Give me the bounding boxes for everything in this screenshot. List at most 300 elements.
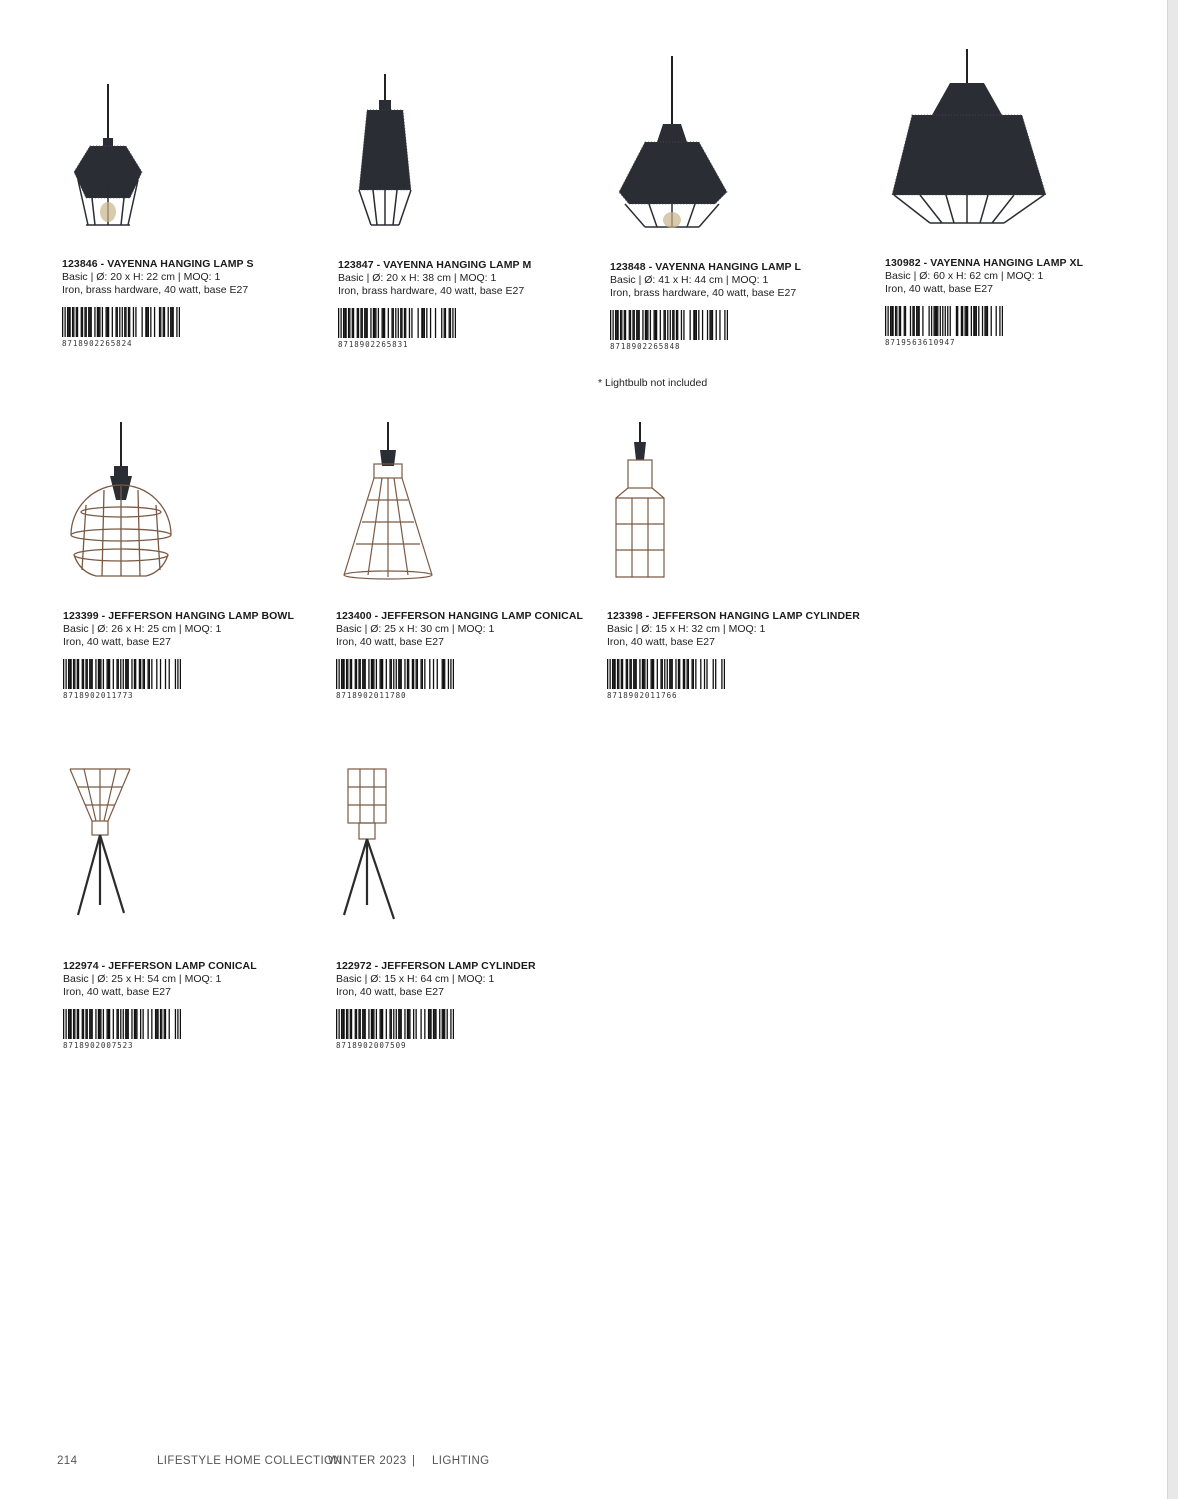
barcode-bar	[629, 659, 630, 689]
barcode-bar	[134, 1009, 135, 1039]
barcode-bar	[383, 308, 384, 338]
ean-number: 8718902011773	[63, 691, 134, 700]
barcode-bar	[120, 1009, 121, 1039]
barcode-bar	[125, 659, 126, 689]
barcode-bar	[904, 306, 905, 336]
barcode-bar	[106, 1009, 107, 1039]
barcode	[62, 307, 180, 337]
barcode-bar	[962, 306, 963, 336]
barcode-bar	[441, 308, 442, 338]
barcode-bar	[373, 1009, 374, 1039]
barcode-bar	[928, 306, 929, 336]
barcode-bar	[910, 306, 911, 336]
barcode-bar	[177, 1009, 178, 1039]
barcode-bar	[618, 659, 619, 689]
barcode	[63, 1009, 181, 1039]
barcode-bar	[407, 1009, 408, 1039]
barcode-bar	[417, 308, 418, 338]
barcode-bar	[373, 659, 374, 689]
barcode-bar	[702, 310, 703, 340]
barcode-bar	[679, 659, 680, 689]
barcode-bar	[986, 306, 987, 336]
barcode-bar	[381, 308, 382, 338]
barcode-bar	[73, 307, 74, 337]
barcode-bar	[149, 659, 150, 689]
barcode-bar	[453, 659, 454, 689]
barcode-bar	[69, 307, 70, 337]
barcode-bar	[444, 308, 445, 338]
ean-number: 8718902011780	[336, 691, 407, 700]
barcode-bar	[672, 659, 673, 689]
barcode-bar	[169, 1009, 170, 1039]
barcode-bar	[450, 659, 451, 689]
barcode-bar	[140, 1009, 141, 1039]
barcode-bar	[689, 310, 690, 340]
barcode-bar	[905, 306, 906, 336]
barcode-bar	[978, 306, 979, 336]
barcode-bar	[350, 1009, 351, 1039]
barcode-bar	[386, 659, 387, 689]
barcode-bar	[63, 659, 64, 689]
barcode-bar	[134, 659, 135, 689]
barcode-bar	[348, 308, 349, 338]
barcode-bar	[84, 307, 85, 337]
barcode-bar	[109, 659, 110, 689]
barcode-bar	[413, 1009, 414, 1039]
barcode-bar	[919, 306, 920, 336]
lamp-image-jefferson-cylinder	[610, 420, 690, 585]
barcode-bar	[344, 308, 345, 338]
barcode-bar	[429, 659, 430, 689]
barcode-bar	[620, 310, 621, 340]
barcode-bar	[724, 310, 725, 340]
lamp-image-jefferson-conical	[340, 420, 450, 585]
barcode-bar	[634, 659, 635, 689]
barcode-bar	[650, 659, 651, 689]
barcode-bar	[391, 1009, 392, 1039]
barcode-bar	[81, 307, 82, 337]
product-specs: Basic | Ø: 15 x H: 64 cm | MOQ: 1	[336, 973, 495, 985]
barcode-bar	[627, 659, 628, 689]
barcode-bar	[150, 307, 151, 337]
barcode-bar	[83, 1009, 84, 1039]
barcode-bar	[694, 310, 695, 340]
barcode-bar	[90, 659, 91, 689]
barcode-bar	[630, 310, 631, 340]
barcode-bar	[704, 659, 705, 689]
barcode-bar	[386, 1009, 387, 1039]
lamp-image-jefferson-bowl	[66, 420, 186, 585]
barcode-bar	[719, 310, 720, 340]
ean-number: 8718902011766	[607, 691, 678, 700]
barcode-bar	[91, 307, 92, 337]
barcode-bar	[647, 659, 648, 689]
barcode-bar	[653, 659, 654, 689]
barcode-bar	[644, 659, 645, 689]
page-number: 214	[57, 1455, 78, 1467]
barcode-bar	[447, 1009, 448, 1039]
barcode-bar	[340, 308, 341, 338]
barcode-bar	[937, 306, 938, 336]
ean-number: 8719563610947	[885, 338, 956, 347]
barcode-bar	[391, 308, 392, 338]
barcode-bar	[420, 659, 421, 689]
barcode-bar	[69, 1009, 70, 1039]
barcode-bar	[693, 310, 694, 340]
barcode-bar	[612, 310, 613, 340]
barcode-bar	[626, 659, 627, 689]
product-specs: Basic | Ø: 15 x H: 32 cm | MOQ: 1	[607, 623, 766, 635]
barcode-bar	[360, 308, 361, 338]
barcode-bar	[381, 659, 382, 689]
barcode-bar	[712, 310, 713, 340]
barcode-bar	[424, 659, 425, 689]
barcode-bar	[637, 310, 638, 340]
barcode-bar	[607, 659, 608, 689]
barcode-bar	[695, 659, 696, 689]
barcode-bar	[108, 1009, 109, 1039]
barcode-bar	[415, 1009, 416, 1039]
barcode-bar	[351, 1009, 352, 1039]
barcode-bar	[887, 306, 888, 336]
lamp-image-vayenna-l	[615, 52, 745, 232]
barcode-bar	[430, 1009, 431, 1039]
product-specs: Basic | Ø: 25 x H: 30 cm | MOQ: 1	[336, 623, 495, 635]
barcode-bar	[345, 308, 346, 338]
barcode-bar	[346, 1009, 347, 1039]
barcode-bar	[115, 307, 116, 337]
barcode-bar	[713, 659, 714, 689]
barcode-bar	[442, 1009, 443, 1039]
barcode-bar	[113, 1009, 114, 1039]
barcode-bar	[942, 306, 943, 336]
product-title: 123847 - VAYENNA HANGING LAMP M	[338, 259, 532, 271]
barcode-bar	[711, 310, 712, 340]
barcode-bar	[118, 659, 119, 689]
barcode-bar	[78, 1009, 79, 1039]
barcode-bar	[160, 307, 161, 337]
barcode-bar	[338, 1009, 339, 1039]
barcode-bar	[76, 307, 77, 337]
barcode-bar	[89, 1009, 90, 1039]
barcode-bar	[68, 1009, 69, 1039]
barcode-bar	[675, 659, 676, 689]
barcode-bar	[437, 659, 438, 689]
barcode-bar	[421, 308, 422, 338]
barcode-bar	[621, 310, 622, 340]
barcode-bar	[398, 659, 399, 689]
barcode-bar	[156, 659, 157, 689]
barcode-bar	[933, 306, 934, 336]
product-specs: Basic | Ø: 60 x H: 62 cm | MOQ: 1	[885, 270, 1044, 282]
barcode-bar	[151, 1009, 152, 1039]
product-title: 130982 - VAYENNA HANGING LAMP XL	[885, 257, 1084, 269]
product-123846	[62, 258, 312, 348]
barcode-bar	[358, 659, 359, 689]
barcode-bar	[663, 310, 664, 340]
barcode-bar	[966, 306, 967, 336]
barcode-bar	[148, 307, 149, 337]
product-title: 123848 - VAYENNA HANGING LAMP L	[610, 261, 801, 273]
barcode-bar	[343, 659, 344, 689]
product-material: Iron, 40 watt, base E27	[336, 636, 444, 648]
barcode-bar	[698, 310, 699, 340]
barcode-bar	[362, 308, 363, 338]
barcode-bar	[123, 1009, 124, 1039]
barcode-bar	[683, 310, 684, 340]
barcode-bar	[615, 310, 616, 340]
barcode-bar	[352, 308, 353, 338]
barcode-bar	[342, 659, 343, 689]
barcode-bar	[363, 1009, 364, 1039]
barcode-bar	[85, 659, 86, 689]
barcode-bar	[355, 1009, 356, 1039]
barcode-bar	[70, 1009, 71, 1039]
barcode-bar	[378, 308, 379, 338]
barcode-bar	[645, 310, 646, 340]
barcode-bar	[124, 307, 125, 337]
barcode-bar	[118, 1009, 119, 1039]
barcode-bar	[443, 1009, 444, 1039]
barcode-bar	[957, 306, 958, 336]
product-material: Iron, brass hardware, 40 watt, base E27	[62, 284, 249, 296]
barcode-bar	[100, 659, 101, 689]
barcode-bar	[376, 659, 377, 689]
barcode-bar	[367, 308, 368, 338]
barcode-bar	[388, 308, 389, 338]
barcode-bar	[401, 1009, 402, 1039]
barcode-bar	[422, 659, 423, 689]
barcode-bar	[99, 1009, 100, 1039]
barcode-bar	[991, 306, 992, 336]
barcode-bar	[662, 659, 663, 689]
barcode-bar	[411, 308, 412, 338]
product-material: Iron, brass hardware, 40 watt, base E27	[610, 287, 797, 299]
barcode-bar	[136, 1009, 137, 1039]
barcode-bar	[417, 659, 418, 689]
barcode-bar	[646, 310, 647, 340]
barcode-bar	[168, 307, 169, 337]
barcode-bar	[896, 306, 897, 336]
barcode-bar	[670, 659, 671, 689]
ean-number: 8718902265848	[610, 342, 681, 351]
barcode-bar	[639, 659, 640, 689]
barcode-bar	[163, 307, 164, 337]
barcode-bar	[974, 306, 975, 336]
footer-separator: |	[412, 1455, 416, 1467]
barcode-bar	[65, 659, 66, 689]
barcode-bar	[617, 310, 618, 340]
barcode-bar	[373, 308, 374, 338]
product-122974	[63, 960, 313, 1050]
product-material: Iron, brass hardware, 40 watt, base E27	[338, 285, 525, 297]
barcode-bar	[169, 659, 170, 689]
barcode-bar	[341, 659, 342, 689]
barcode-bar	[452, 308, 453, 338]
barcode-bar	[657, 659, 658, 689]
barcode-bar	[999, 306, 1000, 336]
barcode-bar	[108, 659, 109, 689]
barcode-bar	[660, 659, 661, 689]
product-material: Iron, 40 watt, base E27	[63, 636, 171, 648]
barcode-bar	[160, 1009, 161, 1039]
barcode-bar	[62, 307, 63, 337]
barcode-bar	[336, 1009, 337, 1039]
product-130982	[885, 257, 1135, 347]
barcode-bar	[639, 310, 640, 340]
barcode-bar	[83, 659, 84, 689]
barcode-bar	[696, 310, 697, 340]
barcode-bar	[173, 307, 174, 337]
barcode-bar	[647, 310, 648, 340]
barcode-bar	[914, 306, 915, 336]
footer-section: LIGHTING	[432, 1455, 490, 1467]
barcode-bar	[87, 659, 88, 689]
barcode-bar	[126, 659, 127, 689]
barcode-bar	[88, 307, 89, 337]
product-material: Iron, 40 watt, base E27	[607, 636, 715, 648]
barcode-bar	[633, 659, 634, 689]
barcode-bar	[967, 306, 968, 336]
barcode-bar	[408, 1009, 409, 1039]
barcode-bar	[422, 308, 423, 338]
barcode-bar	[108, 307, 109, 337]
barcode-bar	[147, 659, 148, 689]
product-specs: Basic | Ø: 25 x H: 54 cm | MOQ: 1	[63, 973, 222, 985]
barcode-bar	[982, 306, 983, 336]
barcode-bar	[405, 308, 406, 338]
barcode-bar	[103, 659, 104, 689]
barcode-bar	[349, 308, 350, 338]
barcode-bar	[678, 659, 679, 689]
barcode-bar	[347, 1009, 348, 1039]
barcode-bar	[404, 659, 405, 689]
barcode-bar	[631, 659, 632, 689]
barcode-bar	[409, 308, 410, 338]
barcode-bar	[444, 1009, 445, 1039]
barcode-bar	[660, 310, 661, 340]
lightbulb-note: * Lightbulb not included	[598, 377, 708, 389]
barcode-bar	[346, 659, 347, 689]
barcode-bar	[95, 1009, 96, 1039]
barcode-bar	[89, 659, 90, 689]
barcode-bar	[99, 307, 100, 337]
barcode-bar	[616, 310, 617, 340]
ean-number: 8718902265824	[62, 339, 133, 348]
barcode-bar	[179, 307, 180, 337]
lamp-image-vayenna-m	[345, 70, 465, 240]
barcode-bar	[165, 1009, 166, 1039]
barcode-bar	[375, 308, 376, 338]
barcode	[336, 1009, 454, 1039]
barcode-bar	[131, 659, 132, 689]
barcode-bar	[624, 310, 625, 340]
barcode-bar	[144, 659, 145, 689]
product-specs: Basic | Ø: 26 x H: 25 cm | MOQ: 1	[63, 623, 222, 635]
product-material: Iron, 40 watt, base E27	[63, 986, 171, 998]
barcode-bar	[399, 1009, 400, 1039]
barcode-bar	[164, 307, 165, 337]
barcode-bar	[384, 308, 385, 338]
barcode-bar	[629, 310, 630, 340]
barcode-bar	[343, 308, 344, 338]
barcode-bar	[408, 659, 409, 689]
barcode-bar	[142, 1009, 143, 1039]
barcode-bar	[931, 306, 932, 336]
barcode-bar	[379, 659, 380, 689]
barcode-bar	[727, 310, 728, 340]
barcode-bar	[119, 307, 120, 337]
barcode-bar	[424, 1009, 425, 1039]
product-123848	[610, 261, 860, 351]
barcode-bar	[396, 659, 397, 689]
barcode-bar	[634, 310, 635, 340]
barcode-bar	[961, 306, 962, 336]
barcode-bar	[617, 659, 618, 689]
barcode-bar	[117, 307, 118, 337]
barcode-bar	[365, 659, 366, 689]
barcode-bar	[885, 306, 886, 336]
barcode-bar	[912, 306, 913, 336]
ean-number: 8718902007509	[336, 1041, 407, 1050]
barcode-bar	[614, 659, 615, 689]
barcode-bar	[107, 307, 108, 337]
barcode-bar	[382, 659, 383, 689]
barcode-bar	[987, 306, 988, 336]
barcode-bar	[358, 1009, 359, 1039]
barcode-bar	[65, 1009, 66, 1039]
barcode-bar	[642, 310, 643, 340]
barcode-bar	[357, 308, 358, 338]
barcode-bar	[155, 1009, 156, 1039]
barcode-bar	[656, 310, 657, 340]
barcode-bar	[147, 1009, 148, 1039]
barcode-bar	[721, 659, 722, 689]
barcode-bar	[415, 659, 416, 689]
barcode-bar	[180, 659, 181, 689]
product-material: Iron, 40 watt, base E27	[885, 283, 993, 295]
barcode-bar	[362, 659, 363, 689]
barcode-bar	[372, 1009, 373, 1039]
barcode-bar	[892, 306, 893, 336]
barcode-bar	[146, 307, 147, 337]
barcode-bar	[125, 307, 126, 337]
product-title: 123399 - JEFFERSON HANGING LAMP BOWL	[63, 610, 294, 622]
barcode-bar	[70, 659, 71, 689]
barcode-bar	[106, 659, 107, 689]
barcode-bar	[391, 659, 392, 689]
barcode-bar	[336, 659, 337, 689]
barcode-bar	[688, 659, 689, 689]
barcode-bar	[450, 308, 451, 338]
barcode-bar	[370, 308, 371, 338]
barcode-bar	[128, 307, 129, 337]
barcode-bar	[90, 1009, 91, 1039]
barcode-bar	[64, 307, 65, 337]
barcode-bar	[142, 659, 143, 689]
barcode-bar	[400, 308, 401, 338]
barcode-bar	[140, 659, 141, 689]
barcode-bar	[442, 659, 443, 689]
barcode-bar	[404, 1009, 405, 1039]
barcode	[336, 659, 454, 689]
lamp-image-vayenna-xl	[890, 45, 1060, 235]
ean-number: 8718902265831	[338, 340, 409, 349]
barcode	[610, 310, 728, 340]
barcode-bar	[444, 659, 445, 689]
barcode-bar	[376, 1009, 377, 1039]
barcode-bar	[360, 1009, 361, 1039]
